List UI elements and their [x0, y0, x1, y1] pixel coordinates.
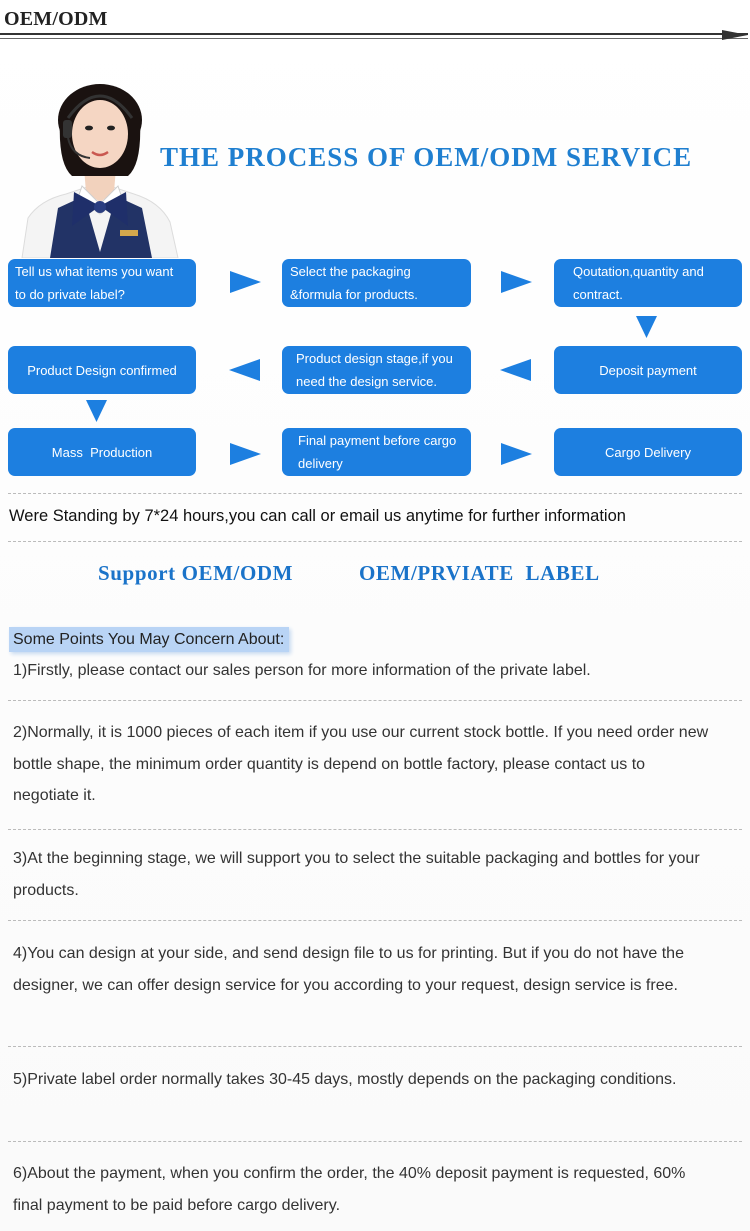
support-private-label: OEM/PRVIATE LABEL [359, 561, 600, 585]
header-corner-icon [722, 30, 748, 40]
concern-heading: Some Points You May Concern About: [9, 627, 289, 652]
header-divider [0, 33, 748, 35]
header-divider-thin [0, 38, 748, 39]
step-line: contract. [573, 287, 623, 302]
step-mass-production [8, 428, 196, 476]
point-5: 5)Private label order normally takes 30-45 days, mostly depends on the packaging conditions. [13, 1071, 677, 1088]
divider [8, 829, 742, 830]
arrow-right-icon [230, 271, 261, 293]
divider [8, 1046, 742, 1047]
step-line: Select the packaging [290, 264, 411, 279]
point-4: 4)You can design at your side, and send design file to us for printing. But if you do not have the designer, we can offer design service for you according to your request, design service is free. [13, 945, 684, 994]
process-title: THE PROCESS OF OEM/ODM SERVICE [160, 142, 693, 172]
step-tell-items [8, 259, 196, 307]
step-quotation [554, 259, 742, 307]
arrow-left-icon [500, 359, 531, 381]
step-line: Deposit payment [599, 362, 697, 378]
step-line: Final payment before cargo [298, 433, 457, 448]
divider [8, 493, 742, 494]
header-title: OEM/ODM [4, 8, 108, 30]
arrow-left-icon [229, 359, 260, 381]
step-line: Tell us what items you want [15, 264, 174, 279]
step-line: delivery [298, 456, 343, 471]
step-deposit-payment [554, 346, 742, 394]
divider [8, 541, 742, 542]
step-line: Product design stage,if you [296, 351, 453, 366]
step-select-packaging [282, 259, 471, 307]
step-cargo-delivery [554, 428, 742, 476]
step-final-payment [282, 428, 471, 476]
step-line: Qoutation,quantity and [573, 264, 704, 279]
support-oem-odm: Support OEM/ODM [98, 561, 294, 585]
step-line: Product Design confirmed [27, 362, 177, 378]
step-line: Cargo Delivery [605, 444, 691, 460]
divider [8, 1141, 742, 1142]
step-line: need the design service. [296, 374, 437, 389]
step-line: to do private label? [15, 287, 125, 302]
customer-service-agent-image [14, 80, 184, 258]
point-2: 2)Normally, it is 1000 pieces of each item if you use our current stock bottle. If you need order new bottle shape, the minimum order quantity is depend on bottle factory, please contact us to negotiate it. [13, 724, 709, 804]
arrow-down-icon [636, 316, 657, 338]
divider [8, 700, 742, 701]
step-line: Mass Production [51, 444, 153, 460]
arrow-right-icon [501, 443, 532, 465]
divider [8, 920, 742, 921]
point-3: 3)At the beginning stage, we will support you to select the suitable packaging and bottles for your products. [13, 850, 700, 899]
arrow-down-icon [86, 400, 107, 422]
point-1: 1)Firstly, please contact our sales person for more information of the private label. [13, 662, 591, 679]
point-6: 6)About the payment, when you confirm the order, the 40% deposit payment is requested, 60% final payment to be paid before cargo delivery. [13, 1165, 686, 1214]
standby-text: Were Standing by 7*24 hours,you can call or email us anytime for further information [9, 507, 626, 525]
step-line: &formula for products. [290, 287, 418, 302]
arrow-right-icon [230, 443, 261, 465]
step-design-confirmed [8, 346, 196, 394]
step-design-stage [282, 346, 471, 394]
arrow-right-icon [501, 271, 532, 293]
